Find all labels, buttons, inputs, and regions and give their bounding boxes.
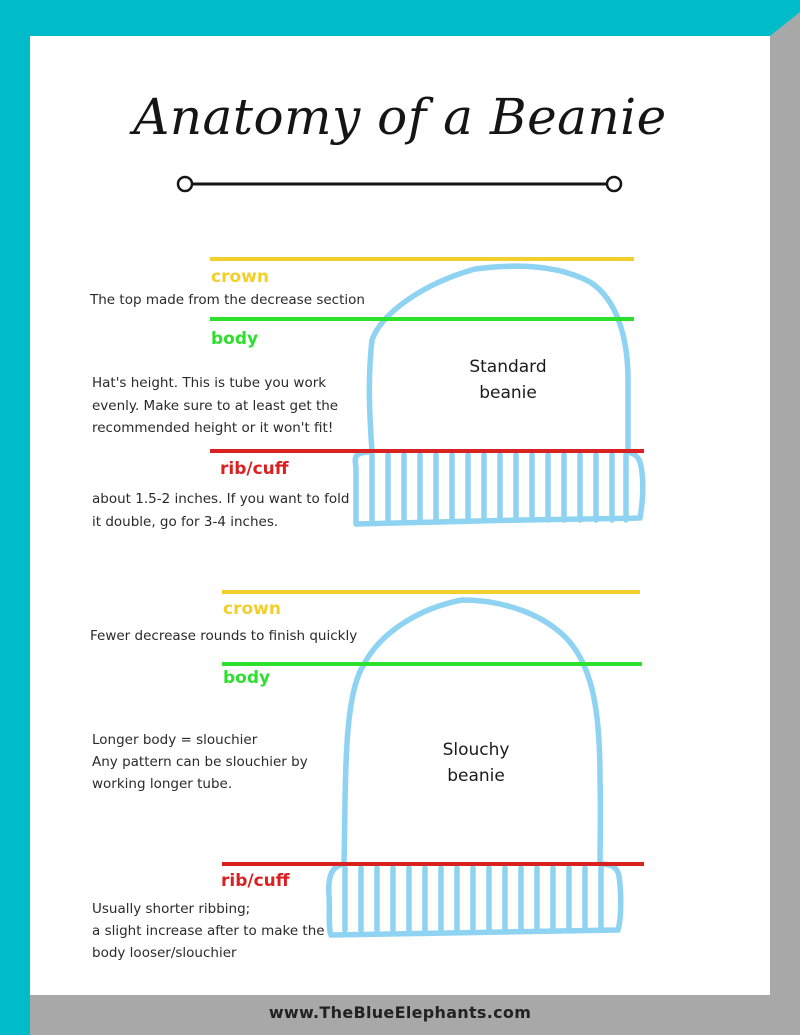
footer-website: www.TheBlueElephants.com: [268, 1003, 532, 1022]
slouchy-rib-description-line3: body looser/slouchier: [92, 945, 237, 961]
standard-crown-label: crown: [211, 267, 269, 287]
standard-body-description-line1: Hat's height. This is tube you work: [92, 375, 327, 391]
standard-hat-name-line1: Standard: [469, 357, 547, 377]
standard-body-description-line3: recommended height or it won't fit!: [92, 420, 334, 436]
slouchy-body-description-line3: working longer tube.: [92, 776, 233, 792]
page-title: Anatomy of a Beanie: [133, 88, 667, 146]
standard-body-label: body: [211, 329, 259, 349]
standard-hat-name: [418, 354, 598, 406]
standard-rib-label: rib/cuff: [220, 459, 289, 479]
slouchy-hat-name-line1: Slouchy: [442, 740, 510, 760]
standard-hat-name-line2: beanie: [479, 383, 537, 403]
slouchy-crown-label: crown: [223, 599, 281, 619]
title-divider: [178, 177, 621, 191]
slouchy-body-description-line2: Any pattern can be slouchier by: [92, 754, 308, 770]
slouchy-rib-description-line1: Usually shorter ribbing;: [92, 901, 251, 917]
slouchy-body-label: body: [223, 668, 271, 688]
standard-rib-description-line1: about 1.5-2 inches. If you want to fold: [92, 491, 350, 507]
grey-border-right: [770, 12, 800, 1035]
slouchy-body-description-line1: Longer body = slouchier: [92, 732, 258, 748]
slouchy-hat-name-line2: beanie: [447, 766, 505, 786]
slouchy-crown-description: Fewer decrease rounds to finish quickly: [90, 628, 358, 644]
slouchy-rib-description-line2: a slight increase after to make the: [92, 923, 325, 939]
standard-rib-description-line2: it double, go for 3-4 inches.: [92, 514, 279, 530]
standard-crown-description: The top made from the decrease section: [90, 292, 365, 308]
slouchy-rib-label: rib/cuff: [221, 871, 290, 891]
standard-body-description-line2: evenly. Make sure to at least get the: [92, 398, 339, 414]
slouchy-hat-name: [386, 737, 566, 789]
